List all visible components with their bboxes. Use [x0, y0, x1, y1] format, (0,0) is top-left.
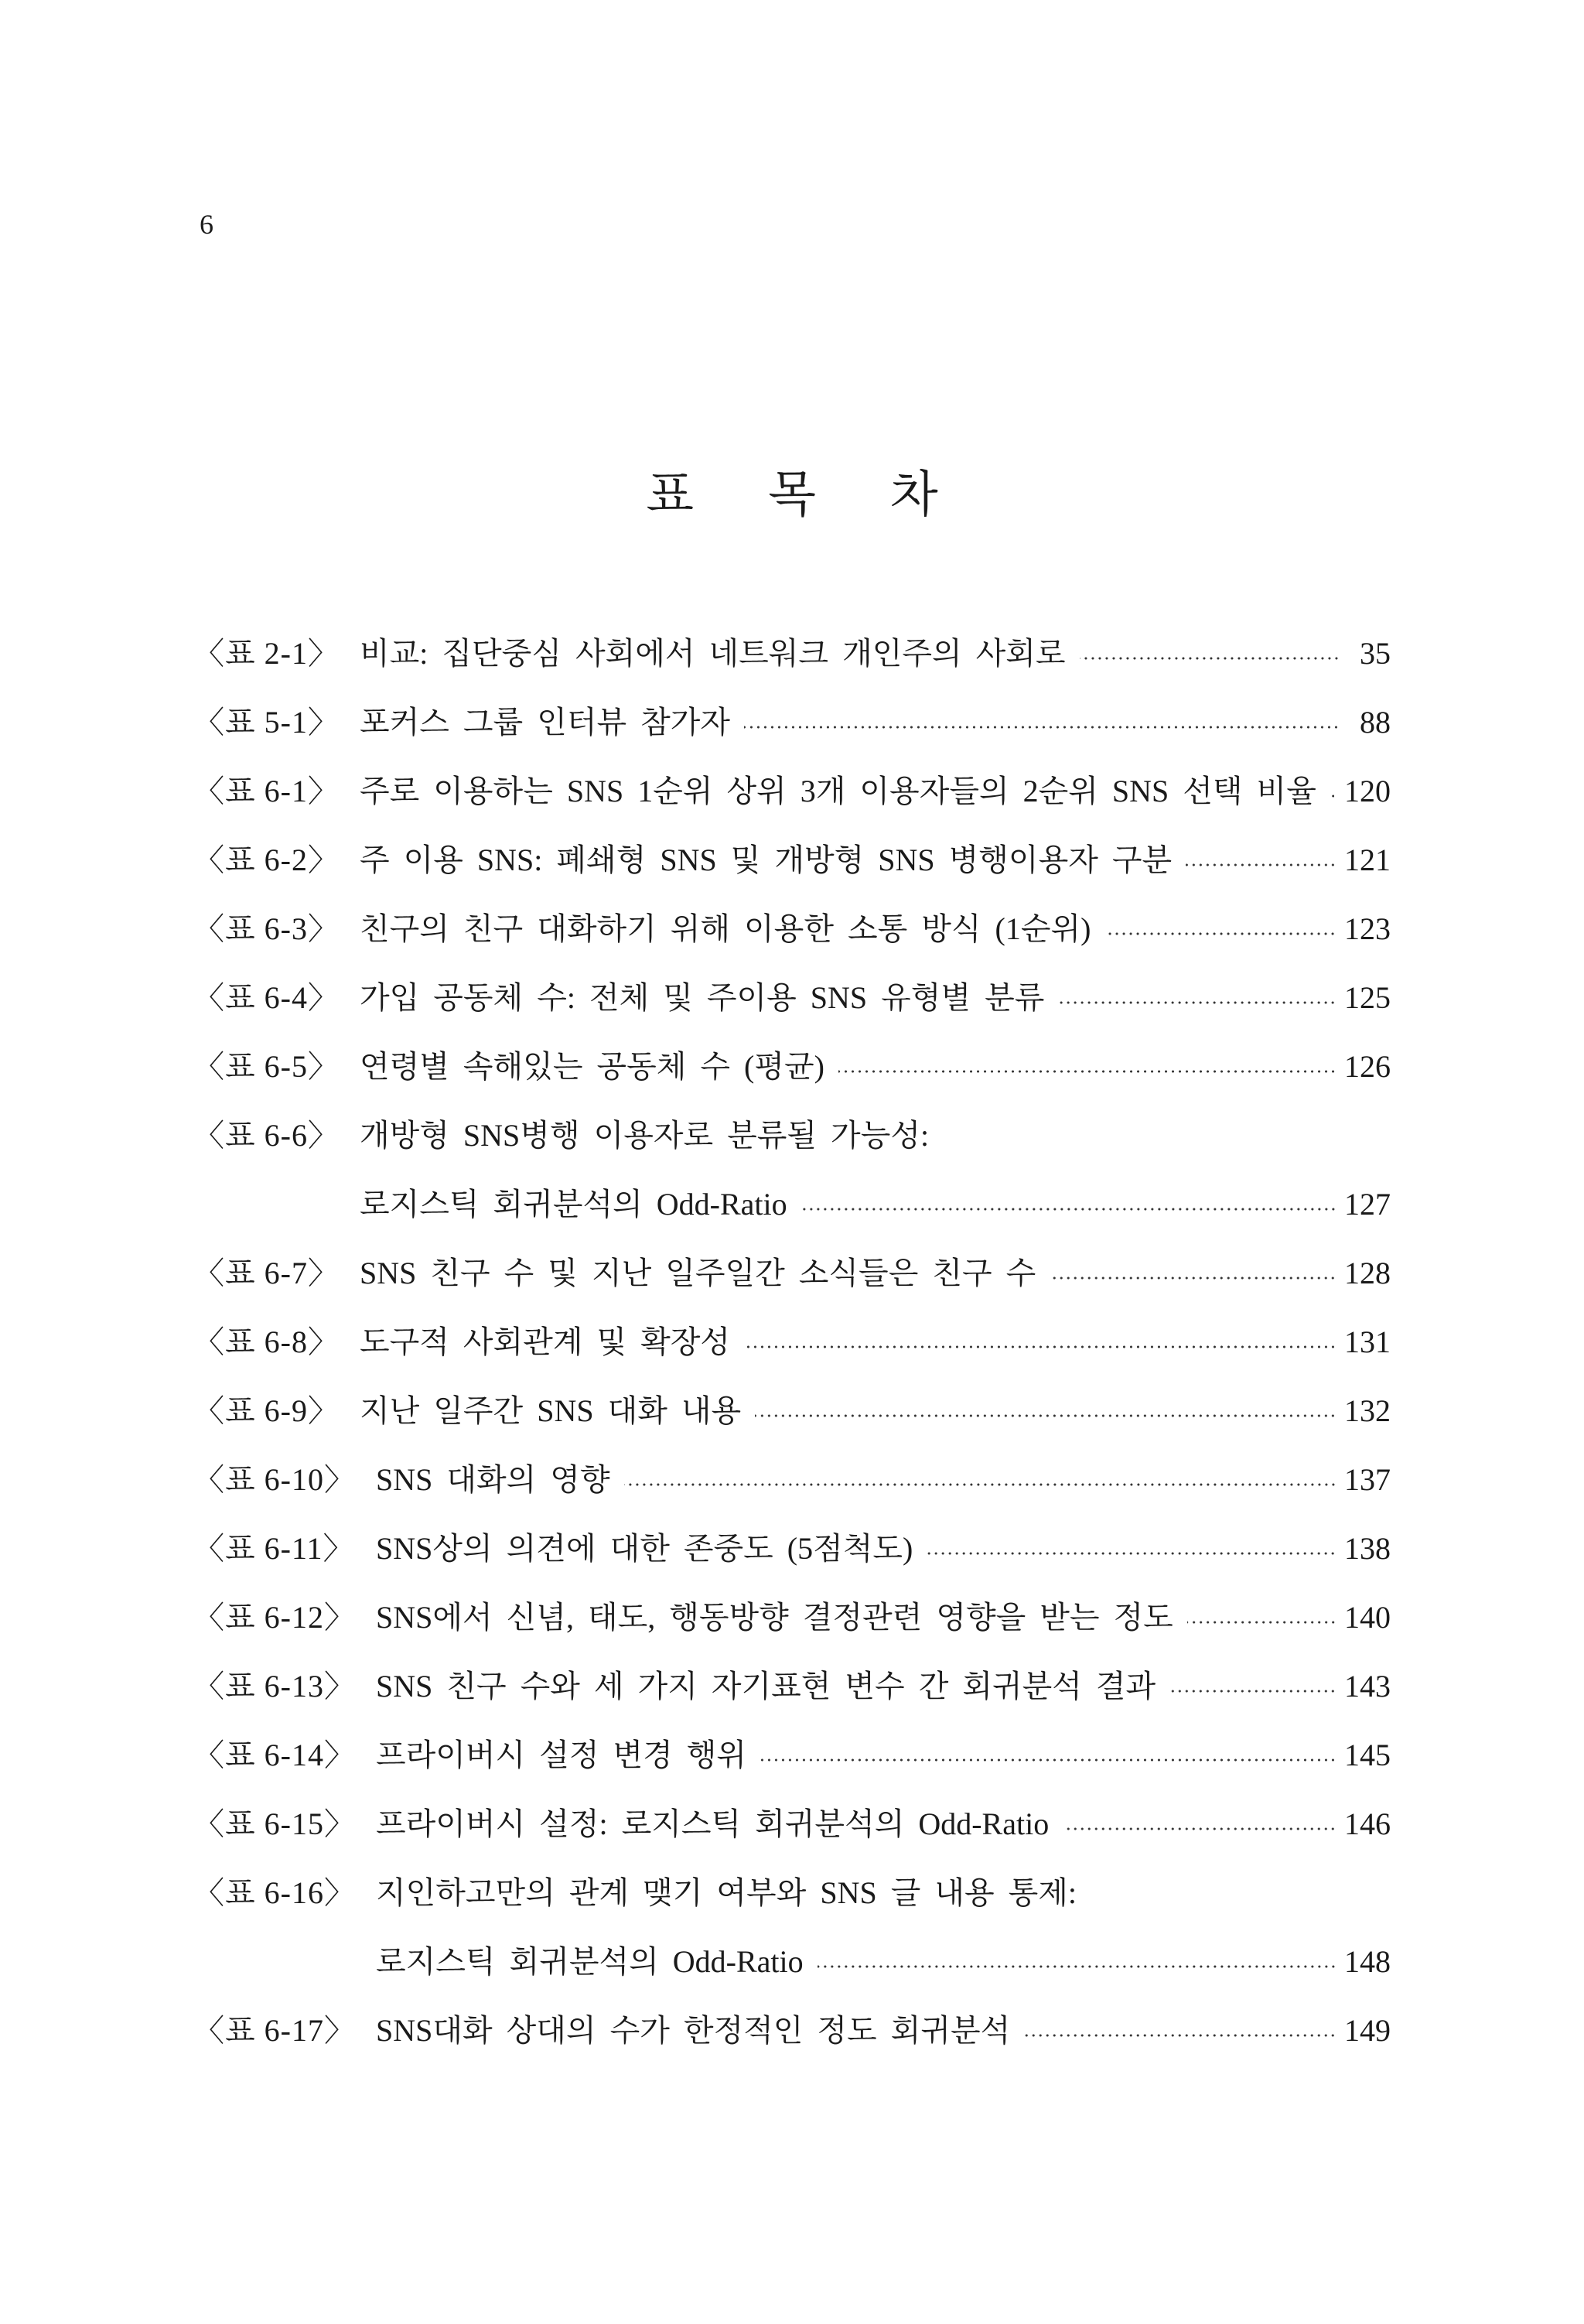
toc-entry-line [193, 1583, 1391, 1652]
toc-entry-page-number: 127 [1344, 1187, 1391, 1222]
toc-entry [193, 1858, 1391, 1996]
toc-entry-label: 〈표 6-17〉 [193, 2013, 356, 2048]
toc-entry [193, 1307, 1391, 1376]
toc-entry-page-number: 126 [1344, 1049, 1391, 1084]
toc-entry-leader-dots [1024, 2034, 1336, 2037]
toc-entry-leader-dots [1330, 795, 1336, 798]
toc-entry-line [193, 1789, 1391, 1858]
table-of-tables [193, 619, 1391, 2065]
toc-entry-leader-dots [1063, 1827, 1336, 1830]
toc-entry-title: SNS상의 의견에 대한 존중도 (5점척도) [376, 1531, 913, 1566]
toc-entry-line [193, 894, 1391, 963]
toc-entry-title: SNS 대화의 영향 [376, 1462, 610, 1497]
toc-entry-title: 지인하고만의 관계 맺기 여부와 SNS 글 내용 통제: [376, 1875, 1077, 1910]
toc-entry-label: 〈표 6-14〉 [193, 1738, 356, 1772]
toc-entry-leader-dots [1080, 657, 1340, 660]
toc-entry-page-number: 125 [1344, 980, 1391, 1015]
toc-entry-label: 〈표 6-8〉 [193, 1324, 340, 1359]
toc-entry-leader-dots [744, 1345, 1336, 1348]
toc-entry-title: SNS 친구 수 및 지난 일주일간 소식들은 친구 수 [360, 1256, 1036, 1290]
toc-entry-label: 〈표 6-7〉 [193, 1256, 340, 1290]
toc-entry-leader-dots [801, 1208, 1336, 1211]
toc-entry-page-number: 148 [1344, 1944, 1391, 1979]
toc-entry-label: 〈표 6-12〉 [193, 1600, 356, 1635]
toc-entry [193, 1996, 1391, 2065]
toc-entry-page-number: 143 [1344, 1669, 1391, 1704]
toc-entry-leader-dots [1058, 1001, 1336, 1004]
toc-entry-page-number: 145 [1344, 1738, 1391, 1772]
toc-entry-page-number: 121 [1344, 842, 1391, 877]
toc-entry-page-number: 120 [1344, 774, 1391, 808]
toc-entry [193, 1032, 1391, 1101]
toc-entry [193, 963, 1391, 1032]
toc-entry-page-number: 131 [1344, 1324, 1391, 1359]
toc-entry [193, 1239, 1391, 1307]
toc-entry-line [193, 1996, 1391, 2065]
toc-entry-line [193, 1514, 1391, 1583]
toc-entry [193, 1652, 1391, 1721]
toc-entry-label: 〈표 6-13〉 [193, 1669, 356, 1704]
toc-entry-leader-dots [744, 726, 1340, 729]
toc-entry-leader-dots [1104, 932, 1336, 935]
toc-entry [193, 1101, 1391, 1239]
toc-entry-continuation-line [193, 1927, 1391, 1996]
toc-entry [193, 688, 1391, 757]
toc-entry [193, 1789, 1391, 1858]
toc-entry-line [193, 963, 1391, 1032]
toc-entry-leader-dots [1187, 1621, 1336, 1624]
toc-entry-label: 〈표 6-11〉 [193, 1531, 355, 1566]
toc-entry-page-number: 146 [1344, 1806, 1391, 1841]
toc-entry-line [193, 1858, 1391, 1927]
toc-entry-title-continuation: 로지스틱 회귀분석의 Odd-Ratio [376, 1944, 804, 1979]
toc-entry-title: 주로 이용하는 SNS 1순위 상위 3개 이용자들의 2순위 SNS 선택 비율 [360, 774, 1316, 808]
toc-entry-label: 〈표 6-10〉 [193, 1462, 356, 1497]
toc-entry [193, 1376, 1391, 1445]
page-number: 6 [200, 209, 213, 240]
page-title: 표 목 차 [646, 467, 969, 522]
toc-entry-leader-dots [838, 1070, 1336, 1073]
toc-entry [193, 894, 1391, 963]
toc-entry-line [193, 1376, 1391, 1445]
toc-entry-page-number: 140 [1344, 1600, 1391, 1635]
toc-entry-title: 개방형 SNS병행 이용자로 분류될 가능성: [360, 1118, 930, 1153]
toc-entry-line [193, 1101, 1391, 1170]
toc-entry-title: SNS 친구 수와 세 가지 자기표현 변수 간 회귀분석 결과 [376, 1669, 1156, 1704]
toc-entry-line [193, 757, 1391, 825]
toc-entry-leader-dots [1186, 863, 1336, 866]
toc-entry-line [193, 619, 1391, 688]
toc-entry-label: 〈표 6-3〉 [193, 911, 340, 946]
toc-entry-leader-dots [624, 1483, 1336, 1486]
toc-entry-title: 도구적 사회관계 및 확장성 [360, 1324, 731, 1359]
toc-entry-page-number: 138 [1344, 1531, 1391, 1566]
toc-entry-leader-dots [755, 1414, 1336, 1417]
toc-entry [193, 1514, 1391, 1583]
toc-entry-page-number: 35 [1360, 636, 1391, 671]
toc-entry-label: 〈표 6-4〉 [193, 980, 340, 1015]
toc-entry-line [193, 1445, 1391, 1514]
toc-entry-leader-dots [1050, 1276, 1336, 1280]
toc-entry-line [193, 825, 1391, 894]
toc-entry-label: 〈표 6-15〉 [193, 1806, 356, 1841]
toc-entry-title: SNS대화 상대의 수가 한정적인 정도 회귀분석 [376, 2013, 1011, 2048]
toc-entry [193, 1445, 1391, 1514]
toc-entry-label: 〈표 6-1〉 [193, 774, 340, 808]
toc-entry-label: 〈표 6-2〉 [193, 842, 340, 877]
toc-entry-page-number: 132 [1344, 1393, 1391, 1428]
toc-entry [193, 1583, 1391, 1652]
toc-entry [193, 619, 1391, 688]
toc-entry-label: 〈표 6-9〉 [193, 1393, 340, 1428]
toc-entry-leader-dots [927, 1552, 1336, 1555]
toc-entry [193, 757, 1391, 825]
toc-entry-page-number: 149 [1344, 2013, 1391, 2048]
toc-entry-title: 비교: 집단중심 사회에서 네트워크 개인주의 사회로 [360, 636, 1066, 671]
toc-entry-line [193, 1307, 1391, 1376]
toc-entry-title: SNS에서 신념, 태도, 행동방향 결정관련 영향을 받는 정도 [376, 1600, 1173, 1635]
toc-entry [193, 1721, 1391, 1789]
toc-entry-line [193, 1032, 1391, 1101]
toc-entry-title: 주 이용 SNS: 폐쇄형 SNS 및 개방형 SNS 병행이용자 구분 [360, 842, 1173, 877]
toc-entry-line [193, 1239, 1391, 1307]
toc-entry-title: 포커스 그룹 인터뷰 참가자 [360, 705, 731, 740]
toc-entry-label: 〈표 2-1〉 [193, 636, 340, 671]
toc-entry-line [193, 1652, 1391, 1721]
toc-entry-page-number: 128 [1344, 1256, 1391, 1290]
toc-entry-label: 〈표 5-1〉 [193, 705, 340, 740]
toc-entry-line [193, 1721, 1391, 1789]
toc-entry-leader-dots [760, 1758, 1336, 1762]
toc-entry-page-number: 137 [1344, 1462, 1391, 1497]
toc-entry-leader-dots [1169, 1690, 1336, 1693]
toc-entry-title: 친구의 친구 대화하기 위해 이용한 소통 방식 (1순위) [360, 911, 1091, 946]
toc-entry-continuation-line [193, 1170, 1391, 1239]
toc-entry-page-number: 123 [1344, 911, 1391, 946]
toc-entry-leader-dots [818, 1965, 1336, 1968]
toc-entry-title: 프라이버시 설정 변경 행위 [376, 1738, 747, 1772]
toc-entry-line [193, 688, 1391, 757]
toc-entry-label: 〈표 6-5〉 [193, 1049, 340, 1084]
toc-entry-title: 지난 일주간 SNS 대화 내용 [360, 1393, 742, 1428]
toc-entry-title: 연령별 속해있는 공동체 수 (평균) [360, 1049, 824, 1084]
toc-entry-title-continuation: 로지스틱 회귀분석의 Odd-Ratio [360, 1187, 787, 1222]
toc-entry [193, 825, 1391, 894]
toc-entry-page-number: 88 [1360, 705, 1391, 740]
toc-entry-title: 프라이버시 설정: 로지스틱 회귀분석의 Odd-Ratio [376, 1806, 1050, 1841]
toc-entry-label: 〈표 6-16〉 [193, 1875, 356, 1910]
toc-entry-label: 〈표 6-6〉 [193, 1118, 340, 1153]
toc-entry-title: 가입 공동체 수: 전체 및 주이용 SNS 유형별 분류 [360, 980, 1045, 1015]
